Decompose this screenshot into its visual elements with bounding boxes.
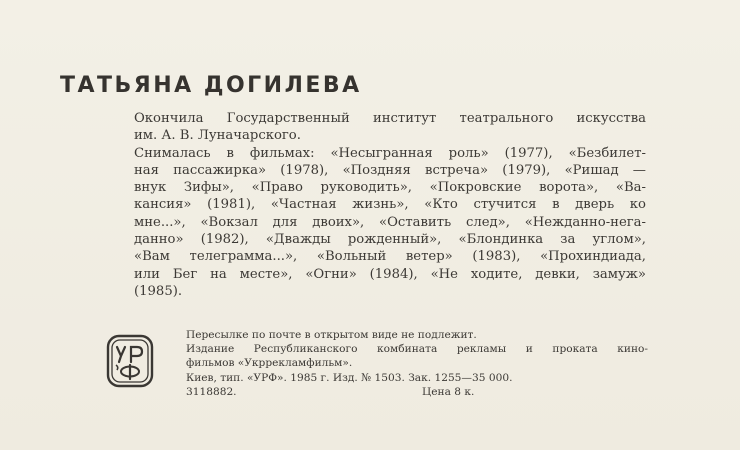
actress-name-title: ТАТЬЯНА ДОГИЛЕВА [60, 73, 362, 98]
print-info: Киев, тип. «УРФ». 1985 г. Изд. № 1503. Зак. 1255—35 000. [186, 371, 513, 384]
bio-line: (1985). [134, 283, 183, 299]
mailing-notice: Пересылке по почте в открытом виде не подлежит. [186, 329, 477, 341]
publisher-line: фильмов «Укррекламфильм». [186, 357, 353, 370]
bio-line: «Вам телеграмма...», «Вольный ветер» (1983), «Прохиндиада, [134, 249, 646, 265]
publisher-imprint [186, 328, 648, 399]
publisher-line: Издание Республиканского комбината рекламы и проката кино- [186, 343, 648, 356]
bio-line: Окончила Государственный институт театрального искусства [134, 111, 646, 126]
urf-publisher-logo [106, 334, 154, 388]
bio-line: Снималась в фильмах: «Несыгранная роль» (1977), «Безбилет- [134, 145, 646, 161]
catalog-code: 3118882. [186, 385, 237, 398]
bio-line: ная пассажирка» (1978), «Поздняя встреча» (1979), «Ришад — [134, 162, 646, 178]
bio-line: или Бег на месте», «Огни» (1984), «Не ходите, девки, замуж» [134, 266, 646, 282]
biography-text [134, 110, 646, 300]
code-price-row [186, 385, 648, 399]
price-label: Цена 8 к. [422, 385, 475, 398]
bio-line: кансия» (1981), «Частная жизнь», «Кто стучится в дверь ко [134, 197, 646, 213]
bio-line: им. А. В. Луначарского. [134, 128, 301, 144]
bio-line: внук Зифы», «Право руководить», «Покровские ворота», «Ва- [134, 180, 646, 196]
bio-line: мне...», «Вокзал для двоих», «Оставить след», «Нежданно-нега- [134, 214, 646, 230]
bio-line: данно» (1982), «Дважды рожденный», «Блондинка за углом», [134, 232, 646, 248]
